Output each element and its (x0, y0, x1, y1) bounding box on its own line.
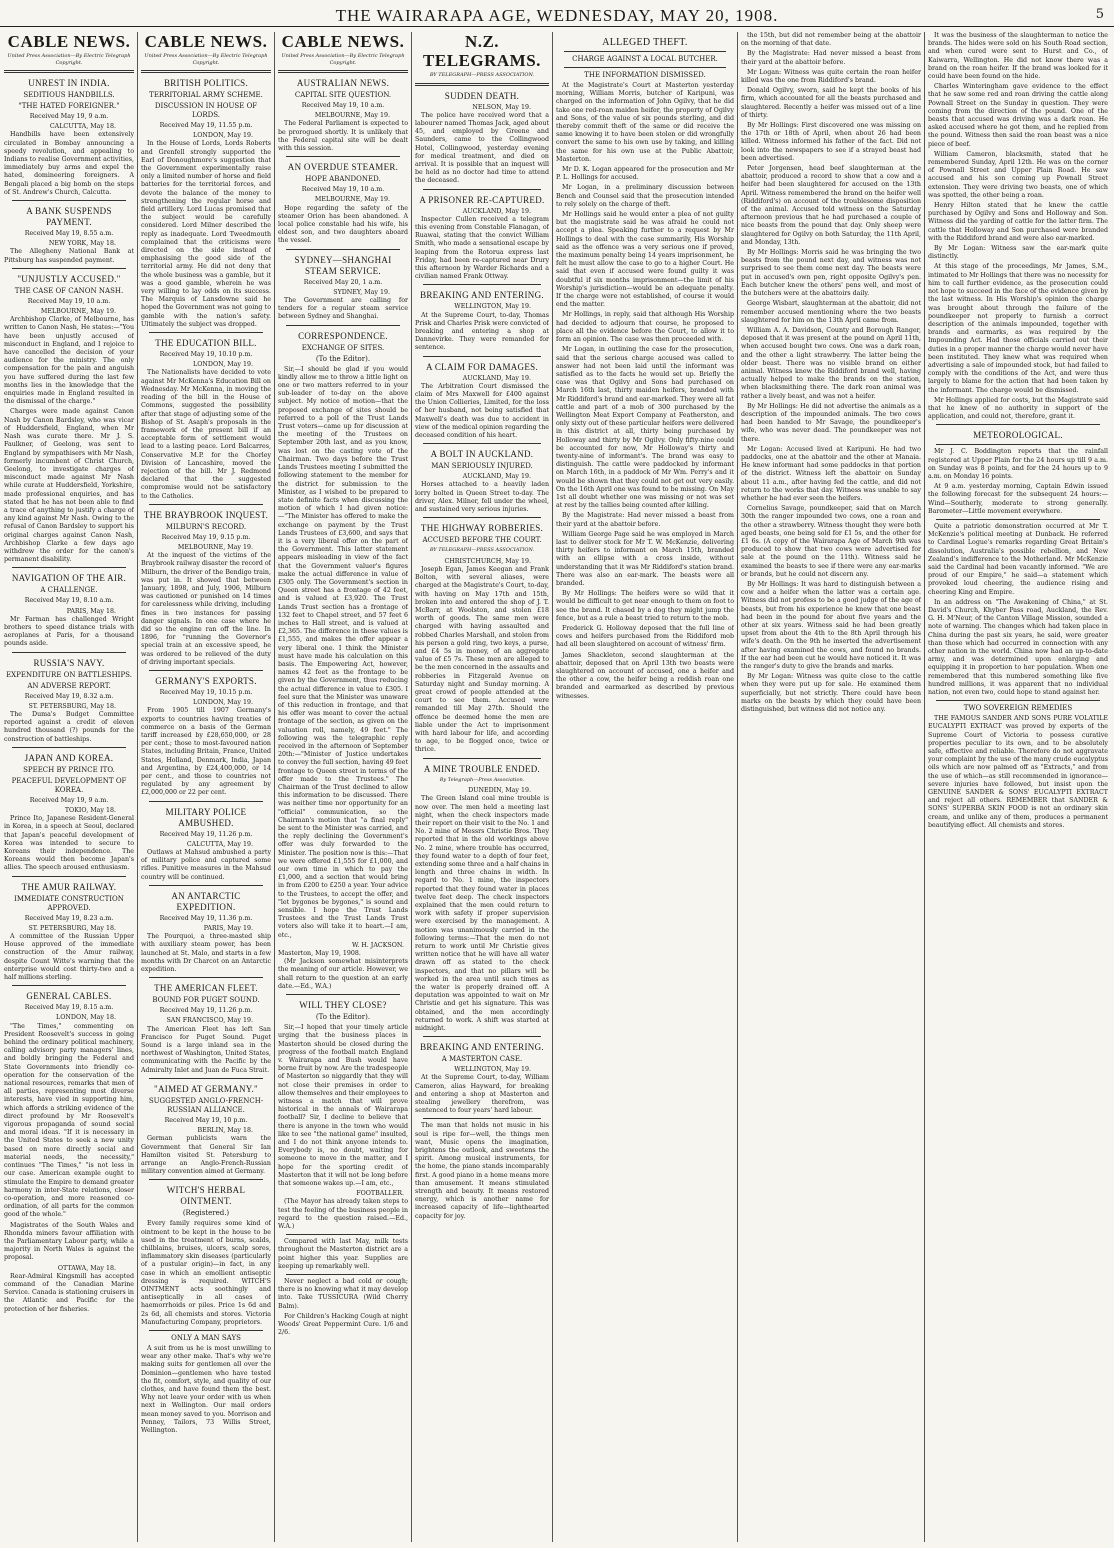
masthead-title: THE WAIRARAPA AGE, WEDNESDAY, MAY 20, 1908. (335, 6, 779, 25)
article-subhead: EXPENDITURE ON BATTLESHIPS. (6, 670, 132, 679)
article-subhead: A CHALLENGE. (40, 586, 98, 595)
received-line: Received May 19, 8.32 a.m. (24, 692, 114, 700)
article-text: Joseph Egan, James Keegan and Frank Bolton, with several aliases, were charged at the Magistrate's Court, to-day, with having on May 17th and 15th, broken into and entered the shop of J. T. McBarr, at Woolston, and stolen £18 worth of goods. The same men were charged with having assaulted and robbed Charles Marshall, and stolen from his person a gold ring, two keys, a purse, and £4 5s in money, of an aggregate value of £5 7s. These men are alleged to be the men concerned in the assaults and robberies in Fitzgerald Avenue on Saturday night and Sunday morning. A great crowd of people attended at the court to see them. Accused were remanded till May 27th. Should the offence be deemed home the men are liable under the Act to imprisonment with hard labour for life, and according to age, to be flogged once, twice or thrice. (415, 565, 549, 754)
advert-text: The man that holds not music in his soul is ripe for—well, the things men want, Music opens the imagination, brightens the outlook, and sweetens the spirit. Among musical instruments, for the home, the piano stands incomparably first. A good piano in a home means more than amusement. It means stimulated strength and beauty. It means restored energy, which is another name for increased capacity of life—lighthearted capacity for joy. (415, 1122, 549, 1220)
article-text: Horses attached to a heavily laden lorry bolted in Queen Street to-day. The driver, Alex. Milner, fell under the wheel, and sustained very serious injuries. (415, 481, 549, 514)
section-heading: CABLE NEWS. (7, 32, 131, 51)
article-headline: "AIMED AT GERMANY." (154, 1083, 258, 1094)
article-text: At the inquest of the victims of the Braybrook railway disaster the record of Milburn, the driver of the Bendigo train, was put in. It showed that between January, 1898, and July, 1906, Milburn was cautioned or punished on 14 times for carelessness while driving, including fines in two instances for passing danger signals. In one case where he did so the engine ran off the line. In 1896, for "running the Governor's special train at an excessive speed, he was ordered to be relieved of the duty of driving important specials. (141, 552, 271, 666)
advert-headline: TWO SOVEREIGN REMEDIES (963, 704, 1073, 713)
article-text: Outlaws at Mahsud ambushed a party of military police and captured some rifles. Punitive measures in the Mahsud country will be continued. (141, 849, 271, 881)
dateline: SAN FRANCISCO, May 19. (166, 1017, 253, 1025)
column-divider (552, 32, 553, 1542)
received-line: Received May 19, 11.36 p.m. (159, 914, 253, 922)
article-subhead: SPEECH BY PRINCE ITO. (23, 765, 115, 774)
article-text: By Mr Logan: Witness was quite close to the cattle when they were put up for sale. He examined them superficially, but not strictly. There could have been marks on the beasts by which they could have been distinguished, but witness did not notice any. (741, 673, 921, 714)
article-subhead: AN ADVERSE REPORT. (27, 681, 111, 690)
dateline: WELLINGTON, May 19. (454, 303, 531, 311)
column-6 (741, 32, 921, 1542)
article-text: Mr Logan: Witness was quite certain the roan heifer killed was the one from Riddiford's brand. (741, 68, 921, 85)
article-text: By Mr Logan: Witness saw the ear-mark quite distinctly. (928, 245, 1108, 261)
editor-note: (Mr Jackson somewhat misinterprets the meaning of our article. However, we shall return to the question at an early date.—Ed., W.A.) (278, 958, 408, 990)
article-headline: SYDNEY—SHANGHAI STEAM SERVICE. (294, 254, 392, 276)
editor-note: (The Mayor has already taken steps to test the feeling of the business people in regard to the question raised.—Ed., W.A.) (278, 1198, 408, 1230)
dateline: CHRISTCHURCH, May 19. (444, 557, 531, 565)
article-headline: AN ANTARCTIC EXPEDITION. (171, 890, 241, 912)
article-text: Rear-Admiral Kingsmill has accepted command of the Canadian Marine Service. Canada is stationing cruisers in the Atlantic and Pacific for the protection of her fisheries. (4, 1272, 134, 1313)
article-headline: NAVIGATION OF THE AIR. (11, 573, 127, 584)
article-text: Inspector Cullen received a telegram this evening from Constable Flanagan, of Ruawai, stating that the convict William Smith, who made a sensational escape by leaping from the Rotorua express last Friday, had been re-captured near Drury this afternoon by Warder Richards and a civilian named Frank Ottway. (415, 215, 549, 281)
advert-text: Every family requires some kind of ointment to be kept in the house to be used in the treatment of burns, scalds, chilblains, bruises, ulcers, scalp sores, inflammatory skin diseases (particularly of a pustular origin)—in fact, in any case in which an emollient antiseptic dressing is required. WITCH'S OINTMENT acts soothingly and antiseptically in all cases of haemorrhoids or piles. Price 1s 6d and 2s 6d, all chemists and stores. Victoria Manufacturing Company, proprietors. (141, 1220, 271, 1326)
letter-text: Sir,—I hoped that your timely article urging that the business places in Masterton should be closed during the progress of the football match England v. Wairarapa and Bush would have borne fruit by now. Are the tradespeople of Masterton so niggardly that they will not close their premises in order to allow themselves and their employees to witness a match that will prove historical in the annals of Wairarapa football? Sir, I decline to believe that there is anyone in the town who would like to see "the national game" insulted, and I do not think anyone intends to. Everybody is, no doubt, waiting for someone to move in the matter, and I hope for the sporting credit of Masterton that it will not be long before that someone wakes up.—I am, etc., (278, 1024, 408, 1187)
article-subhead: SEDITIOUS HANDBILLS. (23, 91, 115, 99)
received-line: Received May 19, 9 a.m. (29, 796, 109, 804)
article-text: William A. A. Davidson, County and Borough Ranger, deposed that it was present at the pound on April 11th, when accused bought two cows. One was a dark roan, and the other a light strawberry. The latter being the older beast. There was no visible brand on either animal. Witness knew the Riddiford brand well, having actually helped to make the brands on the station, when blacksmithing there. The dark roan animal was rather a lively beast, and was not a heifer. (741, 326, 921, 400)
dateline: OTTAWA, May 18. (57, 1264, 116, 1272)
advert-text: For Children's Hacking Cough at night Woods' Great Peppermint Cure. 1/6 and 2/6. (278, 1312, 408, 1337)
dateline: PARIS, May 19. (203, 925, 253, 933)
dateline: NEW YORK, May 18. (48, 240, 116, 248)
received-line: Received May 19, 10.15 p.m. (159, 688, 253, 696)
article-text: Handbills have been extensively circulated in Bombay announcing a speedy revolution, and appealing to Indians to realise Government activities, immediately buy arms and expel the hated, domineering foreigners. A Bengali placed a big bomb on the steps of St. Andrew's Church, Calcutta. (4, 131, 134, 196)
dateline: MELBOURNE, May 19. (177, 543, 253, 551)
article-subhead: PEACEFUL DEVELOPMENT OF KOREA. (11, 776, 127, 794)
column-divider (274, 32, 275, 1542)
letter-signature: FOOTBALLER. (356, 1190, 404, 1198)
article-text: At this stage of the proceedings, Mr James, S.M., intimated to Mr Hollings that there was no necessity for him to call further evidence, as the prosecution could not hope to succeed in the face of the evidence given by the last witness. In His Worship's opinion the charge was brought about through the failure of the poundkeeper not properly to furnish a correct description of the animals impounded, together with brands and earmarks, as was required by the Impounding Act. Had those officials carried out their duties in a proper manner the charge would never have been instituted. They knew what was required when advertising a sale of impounded stock, but had failed to comply with the conditions of the Act, and were thus largely to blame for the action that had been taken by the informant. The charge would be dismissed. (928, 263, 1108, 394)
article-subhead: SUGGESTED ANGLO-FRENCH-RUSSIAN ALLIANCE. (148, 1096, 264, 1114)
article-text: Charges were made against Canon Nash by Canon Bardsley, who was vicar of Huddersfield, England, when Mr Nash was curate there. Mr J. S. Faulkner, of Geelong, was sent to England by sympathisers with Mr Nash, formerly incumbent of Christ Church, Geelong, to investigate charges of misconduct made against Mr Nash while curate at Huddersfield, Yorkshire, made professional enquiries, and has stated that he has not been able to find a trace of anything to justify a charge of any kind against Mr Nash. Owing to the refusal of Canon Bardsley to support his original charges against Canon Nash, Archbishop Clarke a few days ago withdrew the order for the canon's permanent disability. (4, 408, 134, 564)
received-line: Received May 19, 10 a.m. (301, 102, 385, 109)
article-subhead: A MASTERTON CASE. (441, 1055, 523, 1064)
article-text: Mr Logan, in outlining the case for the prosecution, said that the serious charge accused was called to answer had not been laid until the informant was satisfied as to the facts he would set up. Briefly the case was that Ogilvy and Sons had purchased on March 16th last, thirty maiden heifers, branded with Mr Riddiford's brand and ear-marked. They were all fat cattle and part of a mob of 300 purchased by the Wellington Meat Export Company at Featherston, and only sixty out of these particular heifers were delivered in this district at all, thirty being purchased by Holloway and thirty by Mr Ogilvy. Only fifty-nine could be accounted for now, Mr Holloway's thirty and twenty-nine of informant's. The brand was easy to distinguish. The cattle were paddocked by informant on March 16th, in a paddock of Mr Wm. Perry's and it would be shown that they could not get out very easily. On the 16th April one was found to be missing. On May 1st all doubt whether one was missing or not was set at rest by the tallies being counted after killing. (556, 346, 734, 510)
article-subhead: MILBURN'S RECORD. (165, 522, 247, 531)
article-subhead: (To the Editor). (315, 354, 371, 363)
article-subhead: TERRITORIAL ARMY SCHEME. (149, 91, 263, 99)
advert-text: A suit from us he is most unwilling to wear any other make. That's why we're making suits for gentlemen all over the Dominion—gentlemen who have tested the fit, comfort, style, and quality of our clothes, and have found them the best. Why not leave your order with us when next in Wellington. Our mail orders mean money saved to you. Morrison and Penney, Tailors, 73 Willis Street, Wellington. (141, 1344, 271, 1434)
article-text: Mr Hollings said he would enter a plea of not guilty but the magistrate said he was afraid he could not accept a plea. Speaking further to a request by Mr Hollings to deal with the case summarily, His Worship said as the offence was a very serious one if proved, the maximum penalty being 14 years imprisonment, he felt he must allow the case to go to a higher Court. He said that even if accused were found guilty it was doubtful if six months imprisonment—the limit of his Worship's jurisdiction—would be an adequate penalty. If the charge were not established, of course it would end the matter. (556, 211, 734, 309)
article-text: The Allegheny National Bank at Pittsburg has suspended payment. (4, 248, 134, 264)
article-headline: A CLAIM FOR DAMAGES. (425, 361, 538, 372)
article-text: At 9 a.m. yesterday morning, Captain Edwin issued the following forecast for the subsequent 24 hours:—Wind—Southerly, moderate to strong generally. Barometer—Little movement everywhere. (928, 483, 1108, 515)
article-text: Mr Farman has challenged Wright brothers to speed distance trials with aeroplanes at Paris, for a thousand pounds aside. (4, 615, 134, 648)
article-headline: A BANK SUSPENDS PAYMENT. (26, 206, 112, 228)
page-number: 5 (1095, 7, 1104, 22)
article-headline: SUDDEN DEATH. (444, 90, 520, 101)
advert-subhead: (Registered.) (182, 1209, 230, 1218)
article-text: William Cameron, blacksmith, stated that he remembered Sunday, April 12th. He was on the corner of Pownall Street and Upper Plain Road. He saw accused and his son coming up Pownall Street extension. They were driving two beasts, one of which was spotted, the other being a roan. (928, 150, 1108, 199)
article-text: The Green Island coal mine trouble is now over. The men held a meeting last night, when the check inspectors made their report on their visit to the No. 1 and No. 2 mine of Messrs Christie Bros. They reported that in the old workings above No. 2 mine, where trouble has occurred, they found water to a depth of four feet, extending some three and a half chains in length and three chains in width. In regard to No. 1 mine, the inspectors reported that they found water in places twelve feet deep. The check inspectors explained that the men could return to work with safety if proper supervision were exercised by the management. A motion was unanimously carried in the following terms:—That the men do not return to work until Mr Christie gives written notice that he will have all water drawn off as stated to the check inspectors, and that no pillars will be worked in the area until such times as the water is properly drained off. A deputation was appointed to wait on Mr Christie and get his signature. This was obtained, and the men accordingly returned to work. A shift was started at midnight. (415, 795, 549, 1032)
dateline: CALCUTTA, May 19. (186, 840, 253, 848)
advert-text: Never neglect a bad cold or cough; there is no knowing what it may develop into. Take TUSSICURA (Wild Cherry Balm). (278, 1277, 408, 1310)
article-text: Donald Ogilvy, sworn, said he kept the books of his firm, which accounted for all the beasts purchased and slaughtered. Recently a heifer was missed out of a line of thirty. (741, 87, 921, 119)
article-headline: THE AMUR RAILWAY. (21, 881, 117, 892)
received-line: Received May 19, 10 a.m. (301, 186, 385, 194)
article-text: Mr Logan, in a preliminary discussion between Bench and Counsel said that the prosecution intended to rely solely on the charge of theft. (556, 184, 734, 208)
article-text: Henry Hilton stated that he knew the cattle purchased by Ogilvy and Sons and Holloway and Son. Witness did the yarding of cattle for the latter firm. The cattle that Holloway and Son purchased were branded with the Riddiford brand and were also ear-marked. (928, 202, 1108, 242)
received-line: Received May 19, 8.10 a.m. (24, 597, 114, 605)
article-subhead: (To the Editor). (315, 1013, 371, 1022)
article-headline: A BOLT IN AUCKLAND. (430, 449, 534, 460)
received-line: Received May 19, 10 a.m. (27, 297, 111, 305)
article-text: The Arbitration Court dismissed the claim of Mrs Maxwell for £400 against the Union Collieries, Limited, for the loss of her husband, not being satisfied that Maxwell's death was due to accident in view of the medical opinion regarding the deceased condition of his heart. (415, 382, 549, 439)
advert-headline: ONLY A MAN SAYS (171, 1333, 241, 1342)
article-text: Mr Logan: Accused lived at Karipuni. He had two paddocks, one at the abattoir and the other at Manaia. He knew informant had some paddocks in that portion of the district. Witness left the abattoir on Sunday about 11 a.m., after having fed the cattle, and did not return to the works that day. Witness was unable to say whether he had ever seen the heifers. (741, 445, 921, 502)
article-text: Archbishop Clarke, of Melbourne, has written to Canon Nash, He states:—"You have been unjustly accused of misconduct in England, and I rejoice to have cancelled the decision of your audience for the ministry. The only compensation for the pain and anguish you have suffered during the last few months lies in the knowledge that the enquiries made in England resulted in the dismissal of the charge." (4, 316, 134, 406)
received-line: Received May 19, 11.26 p.m. (159, 1007, 253, 1015)
article-text: The Pourquoi, a three-masted ship with auxiliary steam power, has been launched at St. Malo, and starts in a few months with Dr Charcot on an Antarctic expedition. (141, 933, 271, 974)
advert-headline: WITCH'S HERBAL OINTMENT. (166, 1185, 246, 1207)
dateline: TOKIO, May 18. (64, 806, 116, 814)
article-headline: METEOROLOGICAL. (973, 430, 1063, 441)
received-line: Received May 19, 11.55 p.m. (159, 122, 253, 129)
article-text: It was the business of the slaughterman to notice the brands. The hides were sold on his South Road section, and when cured were sent to Hurst and Co., of Kaiwarra, Wellington. He did not know there was a brand on the roan heifer. If the brand was looked for it could have been found on the hide. (928, 32, 1108, 81)
article-subhead: EXCHANGE OF SITES. (301, 343, 385, 352)
article-subhead: IMMEDIATE CONSTRUCTION APPROVED. (14, 894, 124, 912)
article-headline: GENERAL CABLES. (26, 991, 112, 1002)
column-1 (4, 32, 134, 1542)
article-text: At the Supreme Court, to-day, William Cameron, alias Hayward, for breaking and entering a shop at Masterton and stealing jewellery therefrom, was sentenced to four years' hard labour. (415, 1074, 549, 1115)
article-subhead: MAN SERIOUSLY INJURED. (431, 462, 533, 471)
article-text: James Shackleton, second slaughterman at the abattoir, deposed that on April 13th two beasts were slaughtered on account of accused, one a heifer and the other a cow, the heifer being a reddish roan one branded and earmarked as described by previous witnesses. (556, 651, 734, 700)
article-subhead: CHARGE AGAINST A LOCAL BUTCHER. (572, 55, 718, 63)
dateline: ST. PETERSBURG, May 18. (28, 924, 116, 932)
section-heading: CABLE NEWS. (144, 32, 268, 51)
section-heading: N.Z. TELEGRAMS. (423, 32, 541, 70)
column-divider (411, 32, 412, 1542)
advert-text: THE FAMOUS SANDER AND SONS PURE VOLATILE EUCALYPTI EXTRACT was proved by experts of the Supreme Court of Victoria to possess curative properties peculiar to its own, and to be absolutely safe, effective and reliable. Therefore do not aggravate your complaint by the use of the many crude eucalyptus oils which are now palmed off as "Extracts," and from the use of which—as still recommended in ignorance—severe injuries have followed, but insist upon the GENUINE SANDER & SONS' EUCALYPTI EXTRACT and reject all others. REMEMBER that SANDER & SONS' SUPERBA SKIN FOOD is not an ordinary skin cream, and unlike any of them, produces a permanent beautifying effect. All chemists and stores. (928, 715, 1108, 829)
article-text: At the Magistrate's Court at Masterton yesterday morning, William Morris, butcher of Karipuni, was charged on the information of John Ogilvy, that he did take one red-roan maiden heifer, the property of Ogilvy and Sons, of the value of six pounds sterling, and did thereby commit theft of the same or did receive the same knowing it to have been stolen or did wrongfully convert the same to his own use by taking, and killing the same for his own use at the Public Abattoir, Masterton. (556, 82, 734, 163)
article-text: Peter Jorgensen, head beef slaughterman at the abattoir, produced a record to show that a cow and a heifer had been slaughtered for accused on the 13th April. Witness remembered the brand on the heifer well (Riddiford's) on account of the troublesome disposition of the animal. Accused told witness on the Saturday afternoon previous that he had purchased a couple of nice beasts from the pound that day. Only sheep were slaughtered for Ogilvy on both Saturday, the 11th April, and Monday, 13th. (741, 165, 921, 246)
credit-line: BY TELEGRAPH—PRESS ASSOCIATION. (429, 72, 535, 78)
column-divider (137, 32, 138, 1542)
received-line: Received May 19, 10 p.m. (164, 1116, 248, 1124)
article-text: In the House of Lords, Lords Roberts and Grenfell strongly supported the Earl of Donoughmore's suggestion that the Government experimentally raise only a limited number of horse and field batteries for the territorial forces, and devote the balance of the money to strengthening the regular horse and field artillery. Lord Lucas promised that the subject would be carefully considered. Lord Milner described the reply as inadequate. Lord Tweedmouth complained that the criticisms were directed on the side instead of emphasising the good side of the territorial army. He did not deny that the whole business was a gamble, but it was a good gamble, wherein he was very willing to lay odds on its success. The Marquis of Lansdowne said he hoped the Government was not going to gamble with the nation's safety. Ultimately the subject was dropped. (141, 140, 271, 328)
article-headline: JAPAN AND KOREA. (24, 752, 114, 763)
article-text: The Federal Parliament is expected to be prorogued shortly. It is unlikely that the Federal capital site will be dealt with this session. (278, 120, 408, 153)
dateline: CALCUTTA, May 18. (49, 123, 116, 131)
article-headline: BREAKING AND ENTERING. (420, 1042, 544, 1053)
article-subhead: HOPE ABANDONED. (305, 175, 381, 184)
received-line: Received May 19, 8.55 a.m. (24, 230, 114, 238)
article-headline: THE HIGHWAY ROBBERIES. (420, 523, 544, 534)
column-2 (141, 32, 271, 1542)
dateline: LONDON, May 19. (193, 699, 253, 707)
dateline: LONDON, May 19. (193, 361, 253, 369)
article-text: "The Times," commenting on President Roosevelt's success in going behind the ordinary political machinery, calling advisory party managers' lines, and boldly bringing the Federal and State Governments into friendly co-operation for the conservation of the national resources, remarks that men of all parties, representing most diverse interests, have vied in supporting him, which affords a striking evidence of the direct profound by Mr Roosevelt's vigorous propaganda of sound social and moral ideas. "If it is necessary in the United States to seek a new unity based on more directly social and material needs, the necessity," continues "The Times," "is not less in our case. American example ought to stimulate the Empire to demand greater harmony in inter-State relations, closer co-operation, and more reasoned co-ordination, of all parts for the common good of the whole." (4, 1022, 134, 1219)
column-4 (415, 32, 549, 1542)
credit-line: By Telegraph—Press Association. (439, 776, 525, 783)
article-text: Cornelius Savage, poundkeeper, said that on March 30th the ranger impounded two cows, one a roan and the other a strawberry. Witness thought they were both aged beasts, one being sold for £1 5s, and the other for £1 6s. (A copy of the Wairarapa Age of March 9th was produced to show that two cows were advertised for sale at the pound on the 11th). Witness said he examined the beasts to see if there were any ear-marks or brands, but he could not discern any. (741, 505, 921, 578)
article-subhead: THE INFORMATION DISMISSED. (584, 71, 706, 79)
article-headline: GERMANY'S EXPORTS. (155, 675, 257, 686)
received-line: Received May 19, 8.15 a.m. (24, 1004, 114, 1012)
dateline: LONDON, May 19. (193, 132, 253, 140)
dateline: ST. PETERSBURG, May 18. (28, 702, 116, 710)
column-3 (278, 32, 408, 1542)
article-text: Mr Hollings, in reply, said that although His Worship had decided to adjourn that course, he proposed to place all the evidence before the Court, to allow it to form an opinion. The case was then proceeded with. (556, 311, 734, 344)
article-text: Hope regarding the safety of the steamer Orion has been abandoned. A local police constable had his wife, his eldest son, and two daughters aboard the vessel. (278, 204, 408, 245)
article-headline: MILITARY POLICE AMBUSHED. (165, 806, 247, 828)
article-headline: BRITISH POLITICS. (163, 78, 249, 88)
received-line: Received May 19, 11.26 p.m. (159, 830, 253, 838)
article-subhead: DISCUSSION IN HOUSE OF LORDS. (154, 102, 258, 119)
article-text: The Duma's Budget Committee reported against a credit of eleven hundred thousand (?) pounds for the construction of battleships. (4, 710, 134, 743)
article-subhead: THE CASE OF CANON NASH. (14, 286, 124, 295)
article-subhead: CAPITAL SITE QUESTION. (294, 91, 392, 99)
article-headline: A PRISONER RE-CAPTURED. (419, 194, 545, 205)
article-text: At the Supreme Court, to-day, Thomas Prisk and Charles Prisk were convicted of breaking and entering a shop at Dannevirke. They were remanded for sentence. (415, 311, 549, 352)
dateline: MELBOURNE, May 19. (40, 308, 116, 316)
article-text: In an address on "The Awakening of China," at St. David's Church, Khyber Pass road, Auckland, the Rev. G. H. M'Neur, of the Canton Village Mission, sounded a note of warning. The changes which had taken place in China during the past six years, he said, were greater than those which had occurred in connection with any other nation in the world. China now had an up-to-date army, and was determined upon enlarging and equipping it in proportion to her population. When one remembered that this numbered something like five hundred millions, it was apparent that no individual nation, not even two, could hope to stand against her. (928, 598, 1108, 697)
article-text: By Mr Hollings: First discovered one was missing on the 17th or 18th of April, when about 26 had been killed. Witness informed his father of the fact. Did not look into the newspapers to see if a strayed beast had been advertised. (741, 122, 921, 162)
column-divider (924, 32, 925, 1542)
article-headline: THE EDUCATION BILL. (155, 338, 257, 349)
dateline: NELSON, May 19. (472, 103, 531, 111)
dateline: AUCKLAND, May 19. (462, 207, 531, 215)
article-text: By Mr Hollings: The heifers were so wild that it would be difficult to get near enough to them on foot to see the brand. It chased by a dog they might jump the fence, but as a rule a beast tried to return to the mob. (556, 590, 734, 622)
article-text: By the Magistrate: Had never missed a beast from their yard at the abattoir before. (556, 512, 734, 528)
article-text: Mr J. C. Boddington reports that the rainfall registered at Upper Plain for the 24 hours up till 9 a.m. on Sunday was 8 points, and for the 24 hours up to 9 a.m. on Monday 16 points. (928, 448, 1108, 480)
article-headline: THE AMERICAN FLEET. (154, 983, 258, 994)
article-text: The police have received word that a labourer named Thomas Jack, aged about 45, and employed by Greene and Saunders, came to the Collingwood Hotel, Collingwood, yesterday evening for medical treatment, and died on arrival. It is possible that an inquest will be held as no doctor had time to attend the deceased. (415, 111, 549, 185)
article-text: German publicists warn the Government that General Sir Ian Hamilton visited St. Petersburg to arrange an Anglo-French-Russian military convention aimed at Germany. (141, 1135, 271, 1176)
dateline: MELBOURNE, May 19. (314, 112, 390, 120)
article-text: Quite a patriotic demonstration occurred at Mr T. McKenzie's political meeting at Dunback. He referred to Cardinal Logue's remarks regarding Great Britain's dissolution, Australia's possible rebellion, and New Zealand's indifference to the Motherland. Mr McKenzie said the Cardinal had been vacantly informed. "We are proud of our Empire," he said—a statement which provoked loud cheering, the audience rising and cheering King and Empire. (928, 522, 1108, 596)
article-text: The American Fleet has left San Francisco for Puget Sound. Puget Sound is a large inland sea in the northwest of Washington, United States, communicating with the Pacific by the Admiralty Inlet and Juan de Fuca Strait. (141, 1025, 271, 1074)
column-7 (928, 32, 1108, 1542)
letter-text: Sir,—I should be glad if you would kindly allow me to throw a little light on one or two matters referred to in your sub-leader of to-day on the above subject. My notice of motion—that the proposed exchange of sites should be referred to a poll of the Trust Lands Trust voters—came up for discussion at the meeting of the Trustees on September 20th last, and as you know, was lost on the casting vote of the Chairman. Two days before the Trust Lands Trustees meeting I submitted the following statement to the member for the district for submission to the Minister, as I wished to be prepared to state definite facts when discussing the motion of which I had given notice:—"The Minister has offered to make the exchange on payment by the Trust Lands Trustees of £3,600, and says that it is a very liberal offer on the part of the Government. This latter statement appears misleading in view of the fact that the Government valuer's figures make the actual difference in value of £305 only. The Government's section in Queen street has a frontage of 42 feet, and is valued at £3,920. The Trust Lands Trust section has a frontage of 132 feet to Chapel street, and 57 feet 6 inches to Hall street, and is valued at £2,365. The difference in these values is £1,555, and makes the offer appear a very liberal one. I think the Minister must have made his calculation on this basis. The Empowering Act, however, names 42 feet as the frontage to be given by the Government, thus reducing the actual difference in value to £305. I feel sure that the Minister was unaware of this reduction in frontage, and that his offer was meant to cover the actual frontage of the section, as given on the valuation roll, namely, 49 feet." The following was the telegraphic reply received in the afternoon of September 20th:—"Minister of Justice undertakes to convey the full section, having 49 feet frontage to Queen street in terms of the offer made to the Trustees." The Chairman of the Trust declined to allow this information to be discussed. There was neither time nor opportunity for an "official" communication, so the Chairman's motion that "a final reply" be sent to the Minister was carried, and the reply declining the Government's offer was duly forwarded to the Minister. The position now is this:—That we were offered £1,555 for £1,000, and our own time in which to pay the £1,000, and a section that would bring in from £200 to £250 a year. Your advice to the Trustees, to accept the offer, and "let bygones be bygones," is sound and sensible. I hope the Trust Lands Trustees and the Trust Lands Trust voters also will take it to heart.—I am, etc., (278, 365, 408, 939)
credit-line: United Press Association—By Electric Telegraph Copyright. (144, 53, 268, 66)
article-text: By Mr Hollings: It was hard to distinguish between a cow and a heifer when the latter was a certain age. Witness did not profess to be a good judge of the age of beasts, but from his experience he knew that one beast had been in the pound for about five years and the other at six years. Witness said he had been greatly upset from about the 4th to the 8th April through his wife's death. On the 9th he inserted the advertisement after having examined the cows, and found no brands. If the ear had been cut he would have noticed it. It was the ranger's duty to give the brands and marks. (741, 581, 921, 671)
article-text: From 1905 till 1907 Germany's exports to countries having treaties of commerce on a basis of the German tariff increased by £28,650,000, or 28 per cent.; those to most-favoured nation States, including Britain, France, United States, Holland, Denmark, India, Japan and Argentina, by £24,400,000, or 14 per cent., and those to countries not regulated by any agreement by £2,000,000 or 22 per cent. (141, 707, 271, 797)
dateline: BERLIN, May 18. (197, 1127, 253, 1135)
article-text: By the Magistrate: Had never missed a beast from their yard at the abattoir before. (741, 50, 921, 66)
article-subhead: BOUND FOR PUGET SOUND. (152, 996, 260, 1005)
credit-line: BY TELEGRAPH—PRESS ASSOCIATION. (429, 547, 535, 554)
column-5 (556, 32, 734, 1542)
article-headline: CORRESPONDENCE. (298, 330, 388, 341)
article-subhead: "THE HATED FOREIGNER." (18, 102, 120, 110)
news-paragraph: Compared with last May, milk tests throughout the Masterton district are a point higher this year. Supplies are keeping up remarkably well. (278, 1238, 408, 1270)
letter-signature: W. H. JACKSON. (351, 941, 404, 949)
article-headline: A MINE TROUBLE ENDED. (423, 763, 541, 774)
article-text: William George Page said he was employed in March last to deliver stock for Mr T. W. McKenzie, delivering thirty heifers to informant on March 15th, branded with an ellipse with a cross inside, without understanding that it was Mr Riddiford's station brand. There was also an ear-mark. The beasts were all branded. (556, 530, 734, 587)
dateline: SYDNEY, May 19. (333, 288, 390, 296)
received-line: Received May 19, 8.23 a.m. (24, 914, 114, 922)
article-text: Prince Ito, Japanese Resident-General in Korea, in a speech at Seoul, declared that Japan's peaceful development of Korea was intended to secure to Koreans their independence. The Koreans would then become Japan's allies. The speech aroused enthusiasm. (4, 815, 134, 872)
article-text: Magistrates of the South Wales and Rhondda miners favour affiliation with the Parliamentary Labour party, while a majority in North Wales is against the proposal. (4, 1221, 134, 1262)
article-headline: THE BRAYBROOK INQUEST. (143, 509, 269, 520)
dateline: LONDON, May 18. (56, 1014, 116, 1022)
masthead (0, 4, 1114, 27)
dateline: DUNEDIN, May 19. (468, 787, 531, 795)
article-headline: RUSSIA'S NAVY. (33, 657, 105, 668)
credit-line: United Press Association—By Electric Telegraph Copyright. (7, 53, 131, 66)
article-headline: WILL THEY CLOSE? (299, 1000, 387, 1011)
received-line: Received May 20, 1 a.m. (303, 278, 383, 286)
column-divider (737, 32, 738, 1542)
article-headline: "UNJUSTLY ACCUSED." (17, 273, 121, 284)
dateline: AUCKLAND, May 19. (462, 473, 531, 481)
article-text: The Government are calling for tenders for a regular steam service between Sydney and Shanghai. (278, 297, 408, 321)
article-text: By Mr Hollings: He did not advertise the animals as a description of the impounded animals. The two cows had been handed to Mr Savage, the poundkeeper's wife, who was never dead. The poundkeeper was not there. (741, 402, 921, 443)
section-heading: CABLE NEWS. (281, 32, 405, 51)
article-text: George Wisbart, slaughterman at the abattoir, did not remember accused mentioning where the two beasts slaughtered for him on the 13th April came from. (741, 300, 921, 324)
article-text: Charles Winteringham gave evidence to the effect that he saw some red and roan driving the cattle along Pownall Street on the Sunday in question. They were coming from the direction of the pound. One of the beasts that accused was driving was a dark roan. He asked accused where he got them, and he replied from the pound. Witness then said the roan beast was a nice piece of beef. (928, 83, 1108, 148)
dateline: AUCKLAND, May 19. (462, 374, 531, 382)
credit-line: United Press Association—By Electric Telegraph Copyright. (281, 53, 405, 66)
received-line: Received May 19, 9 a.m. (29, 113, 109, 120)
article-headline: UNREST IN INDIA. (28, 78, 110, 88)
dateline: WELLINGTON, May 19. (454, 1066, 531, 1074)
article-text: Mr D. K. Logan appeared for the prosecution and Mr P. L. Hollings for accused. (556, 166, 734, 182)
article-subhead: ACCUSED BEFORE THE COURT. (422, 536, 542, 545)
article-headline: AUSTRALIAN NEWS. (296, 78, 390, 88)
article-text: A committee of the Russian Upper House approved of the immediate construction of the Amur railway, despite Count Witte's warning that the enterprise would cost thirty-two and a half millions sterling. (4, 933, 134, 982)
article-text: The Nationalists have decided to vote against Mr McKenna's Education Bill on Wednesday. Mr McKenna, in moving the reading of the bill in the House of Commons, suggested the possibility after that stage of adjusting some of the Bishop of St. Asaph's proposals in the framework of the present bill if an acceptable form of settlement would lead to a lasting peace. Lord Balcarres, Conservative M.P. for the Chorley Division of Lancashire, moved the rejection of the bill. Mr J. Redmond declared that the suggested compromise would not be satisfactory to the Catholics. (141, 369, 271, 500)
article-headline: BREAKING AND ENTERING. (420, 290, 544, 301)
article-text: By Mr Hollings: Morris said he was bringing the two beasts from the pound next day, and witness was not surprised to see them come next day. The beasts were put in accused's own pen, right opposite Ogilvy's pen. Each butcher knew the others' pens well, and most of the butchers were at the abattoirs daily. (741, 249, 921, 298)
article-text: the 15th, but did not remember being at the abattoir on the morning of that date. (741, 32, 921, 48)
dateline: MELBOURNE, May 19. (314, 196, 390, 204)
article-headline: ALLEGED THEFT. (602, 37, 688, 48)
received-line: Received May 19, 9.15 p.m. (161, 533, 251, 541)
letter-date: Masterton, May 19, 1908. (278, 950, 361, 958)
article-text: Mr Hollings applied for costs, but the Magistrate said that he knew of no authority in support of the application, and could not, therefore, grant it. (928, 396, 1108, 421)
article-text: Frederick G. Holloway deposed that the full line of cows and heifers purchased from the Riddiford mob had all been slaughtered on account of witness' firm. (556, 625, 734, 649)
article-headline: AN OVERDUE STEAMER. (287, 162, 399, 173)
received-line: Received May 19, 10.10 p.m. (159, 351, 253, 359)
dateline: PARIS, May 18. (66, 607, 116, 615)
